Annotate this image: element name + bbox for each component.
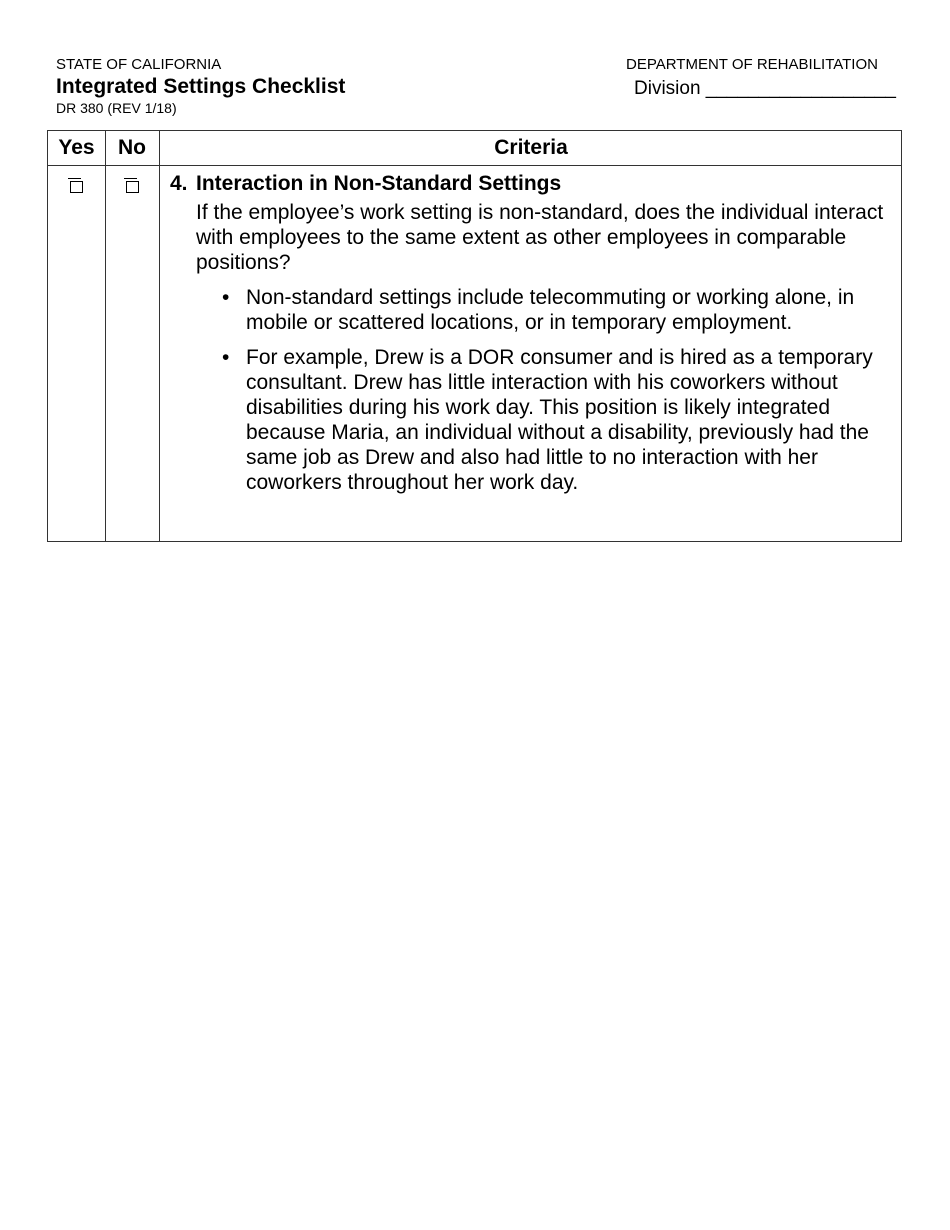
department-label: DEPARTMENT OF REHABILITATION	[626, 56, 878, 73]
state-label: STATE OF CALIFORNIA	[56, 56, 222, 73]
criteria-table	[47, 130, 902, 542]
bullet-dot: •	[222, 346, 230, 369]
column-divider	[105, 131, 106, 541]
page-title: Integrated Settings Checklist	[56, 75, 346, 98]
criteria-cell	[170, 171, 890, 505]
bullet-dot: •	[222, 286, 230, 309]
item-question: If the employee’s work setting is non-standard, does the individual interact with employees to the same extent as other employees in comparable positions?	[196, 201, 884, 274]
form-header	[56, 56, 345, 117]
division-field[interactable]: Division __________________	[634, 78, 897, 99]
item-heading	[170, 171, 890, 197]
bullet-text: Non-standard settings include telecommuting or working alone, in mobile or scattered locations, or in temporary employment.	[246, 286, 855, 334]
column-header-criteria: Criteria	[494, 136, 568, 159]
column-header-no: No	[118, 136, 146, 159]
bullet-list	[170, 285, 890, 495]
item-title: Interaction in Non-Standard Settings	[196, 172, 562, 195]
no-checkbox[interactable]	[126, 181, 139, 193]
column-header-yes: Yes	[58, 136, 95, 159]
yes-checkbox[interactable]	[70, 181, 83, 193]
item-number: 4.	[170, 172, 188, 195]
bullet-text: For example, Drew is a DOR consumer and is hired as a temporary consultant. Drew has little interaction with his coworkers without disabilities during his work day. This position is likely integrated because Maria, an individual without a disability, previously had the same job as Drew and also had little to no interaction with her coworkers throughout her work day.	[246, 346, 873, 494]
form-number: DR 380 (REV 1/18)	[56, 100, 177, 116]
list-item	[170, 285, 890, 335]
column-divider	[159, 131, 160, 541]
department-block	[626, 56, 906, 101]
list-item	[170, 345, 890, 495]
